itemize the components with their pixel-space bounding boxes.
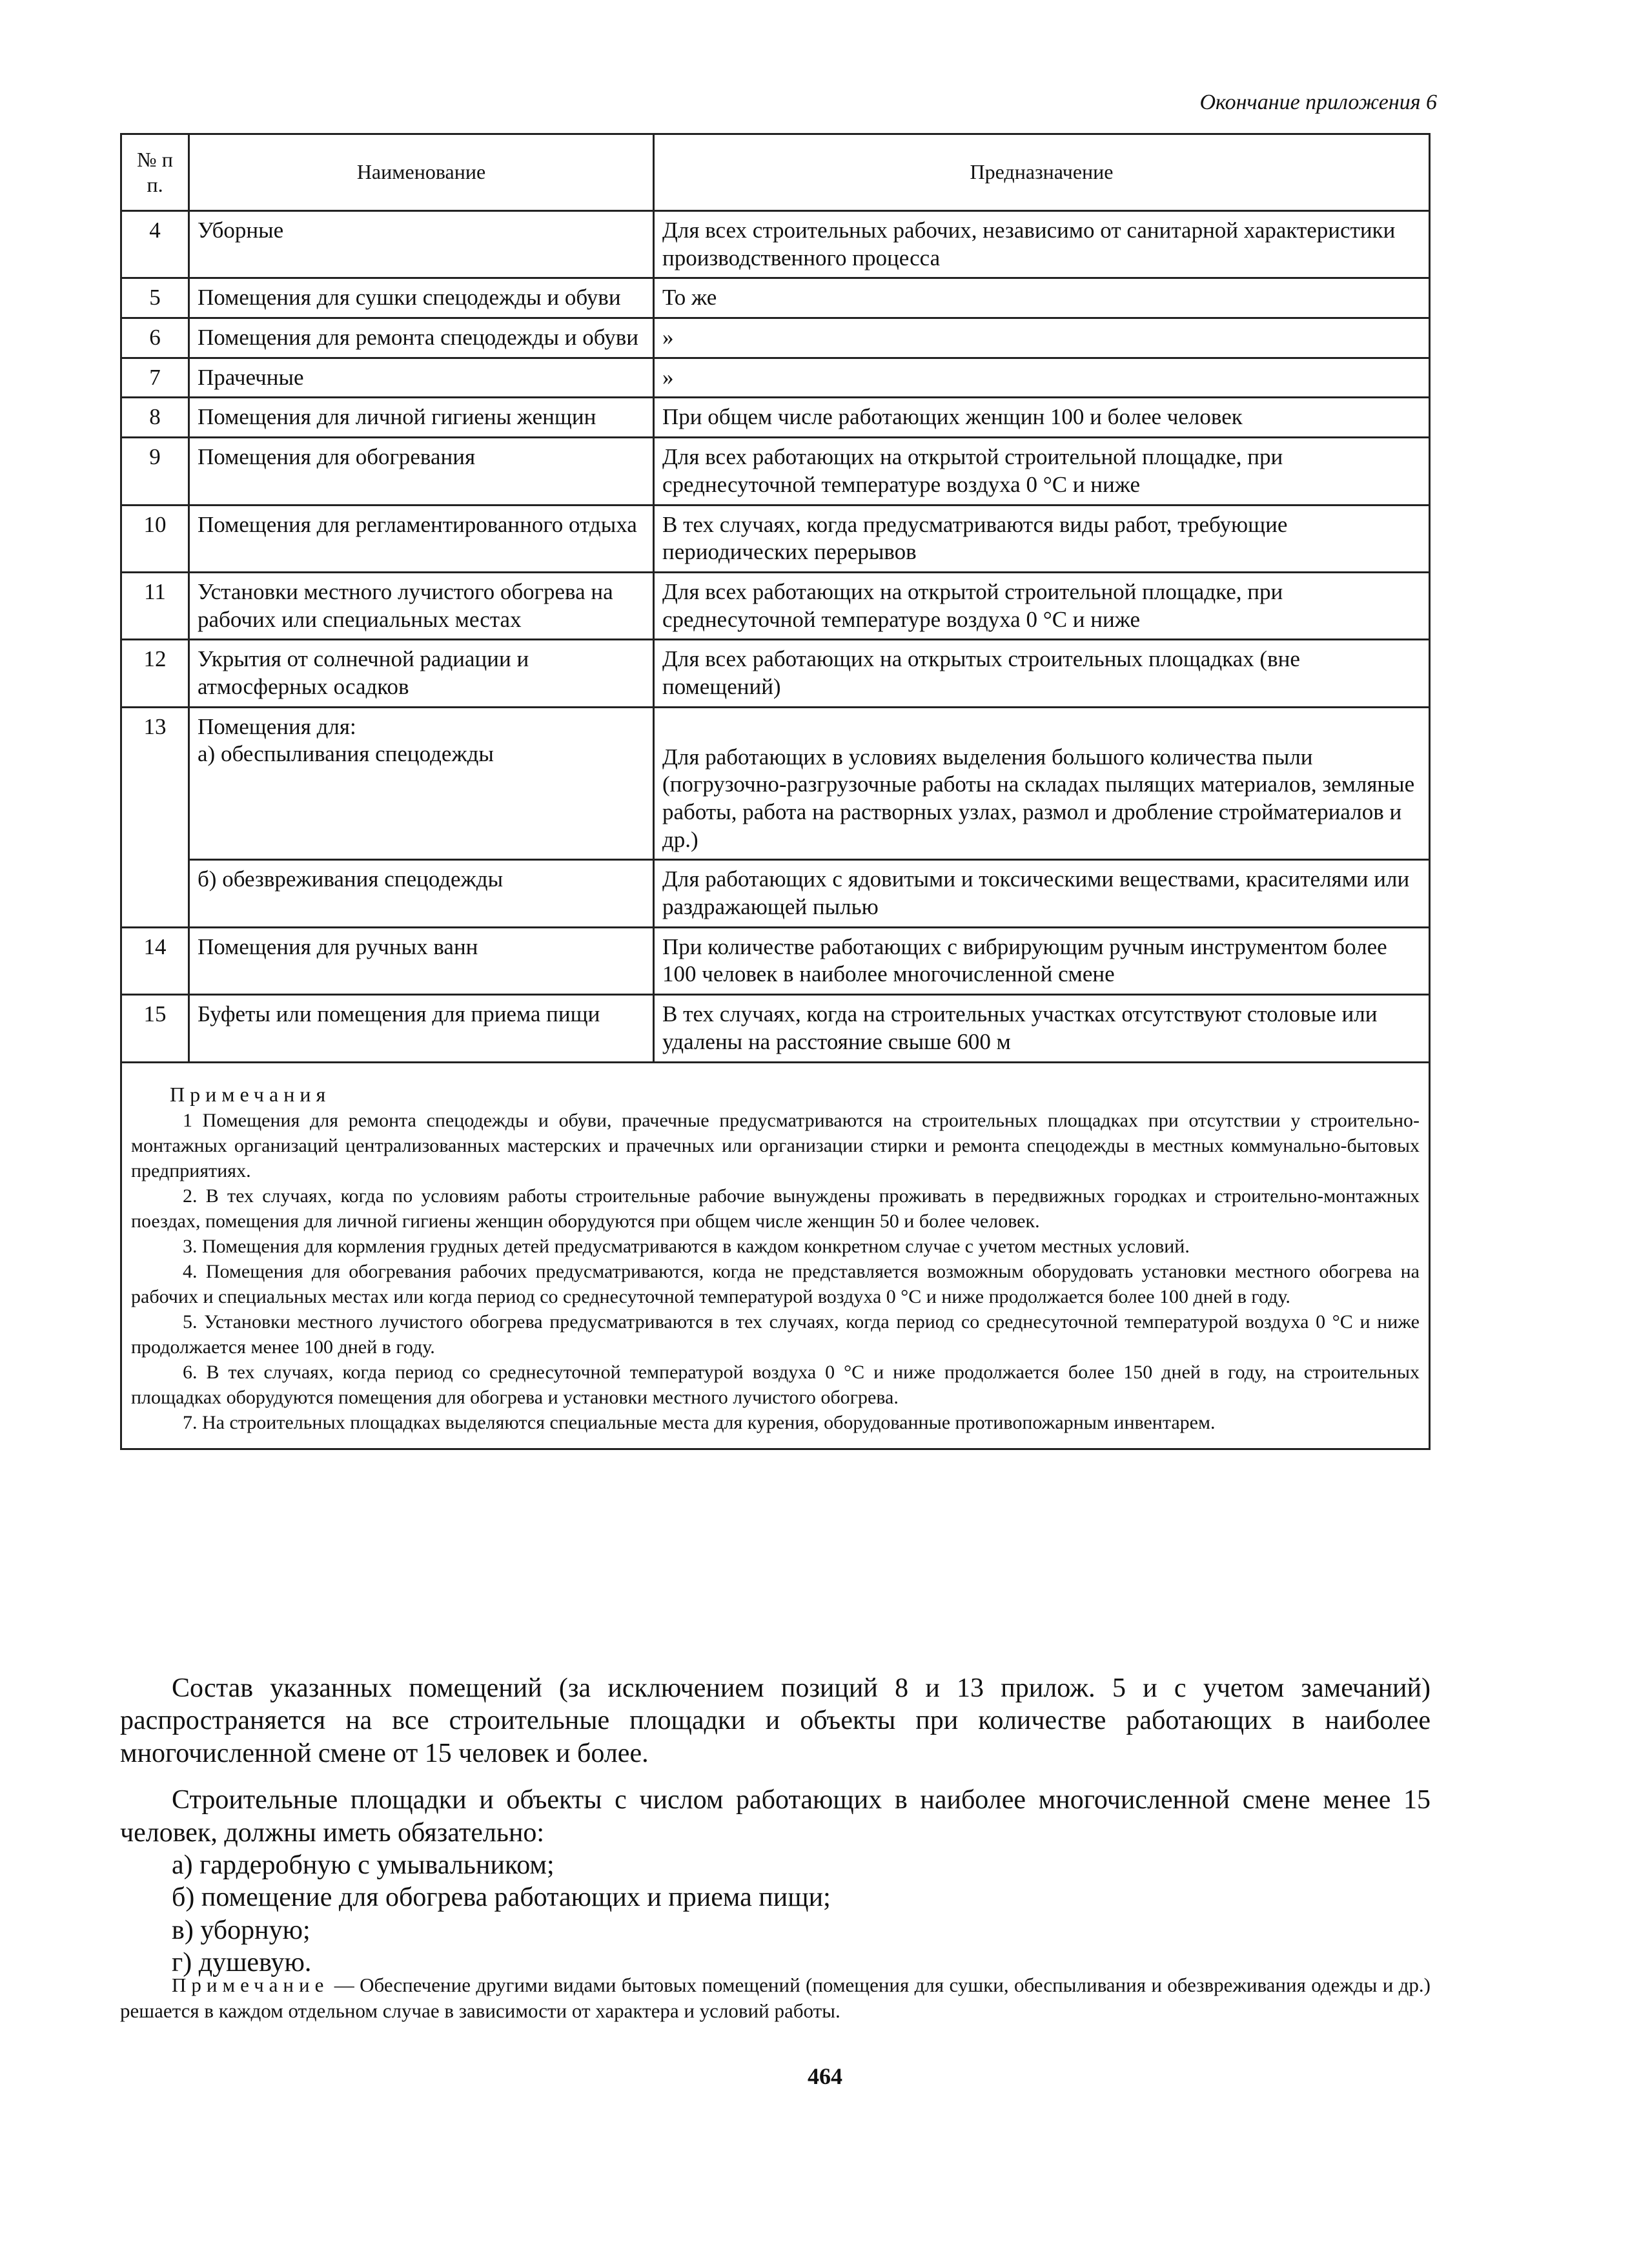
final-note-text: — Обеспечение другими видами бытовых помещений (помещения для сушки, обеспыливания и обезвреживания одежды и др.) решается в каждом отдельном случае в зависимости от характера и условий работы. — [120, 1974, 1431, 2023]
table-row — [121, 211, 1430, 278]
column-header-num: № п п. — [121, 134, 189, 211]
table-row — [121, 927, 1430, 994]
row-name: Помещения для личной гигиены женщин — [189, 398, 654, 438]
table-notes — [121, 1062, 1430, 1449]
row-number: 14 — [121, 927, 189, 994]
table-row — [121, 278, 1430, 318]
notes-row — [121, 1062, 1430, 1449]
row-purpose: Для всех работающих на открытой строительной площадке, при среднесуточной температуре воздуха 0 °С и ниже — [654, 572, 1430, 639]
note-item: 5. Установки местного лучистого обогрева предусматриваются в тех случаях, когда период со среднесуточной температурой воздуха 0 °С и ниже продолжается менее 100 дней в году. — [131, 1311, 1420, 1358]
row-name: Помещения для обогревания — [189, 438, 654, 505]
row-number: 9 — [121, 438, 189, 505]
row-name: Прачечные — [189, 358, 654, 398]
note-item: 7. На строительных площадках выделяются специальные места для курения, оборудованные противопожарным инвентарем. — [183, 1412, 1216, 1434]
row-number: 12 — [121, 640, 189, 707]
row-name: Помещения для: а) обеспыливания спецодежды — [189, 707, 654, 860]
table-header-row — [121, 134, 1430, 211]
note-item: 3. Помещения для кормления грудных детей предусматриваются в каждом конкретном случае с учетом местных условий. — [183, 1236, 1190, 1258]
final-note-label: Примечание — [172, 1974, 329, 1996]
row-name: Установки местного лучистого обогрева на рабочих или специальных местах — [189, 572, 654, 639]
row-purpose: При количестве работающих с вибрирующим ручным инструментом более 100 человек в наиболее многочисленной смене — [654, 927, 1430, 994]
column-header-purpose: Предназначение — [654, 134, 1430, 211]
row-purpose: Для работающих в условиях выделения большого количества пыли (погрузочно-разгрузочные работы на складах пылящих материалов, земляные работы, работа на растворных узлах, размол и дробление стройматериалов и др.) — [654, 707, 1430, 860]
row-name: Помещения для ремонта спецодежды и обуви — [189, 318, 654, 358]
row-purpose: В тех случаях, когда на строительных участках отсутствуют столовые или удалены на расстояние свыше 600 м — [654, 995, 1430, 1062]
table-row — [121, 572, 1430, 639]
row-purpose: » — [654, 318, 1430, 358]
row-purpose: Для всех строительных рабочих, независимо от санитарной характеристики производственного процесса — [654, 211, 1430, 278]
note-item: 2. В тех случаях, когда по условиям работы строительные рабочие вынуждены проживать в передвижных городках и строительно-монтажных поездах, помещения для личной гигиены женщин оборудуются при общем числе женщин 50 и более человек. — [131, 1185, 1420, 1232]
table-row — [121, 358, 1430, 398]
paragraph: Строительные площадки и объекты с числом работающих в наиболее многочисленной смене менее 15 человек, должны иметь обязательно: — [120, 1785, 1431, 1848]
row-number: 5 — [121, 278, 189, 318]
row-number: 7 — [121, 358, 189, 398]
row-number: 6 — [121, 318, 189, 358]
row-purpose: При общем числе работающих женщин 100 и более человек — [654, 398, 1430, 438]
column-header-name: Наименование — [189, 134, 654, 211]
row-number: 4 — [121, 211, 189, 278]
list-item: а) гардеробную с умывальником; — [172, 1850, 555, 1880]
table-row-13b — [121, 860, 1430, 927]
continuation-header: Окончание приложения 6 — [1199, 90, 1437, 114]
table-row — [121, 438, 1430, 505]
list-item: в) уборную; — [172, 1915, 311, 1945]
row-name: Буфеты или помещения для приема пищи — [189, 995, 654, 1062]
row-number: 15 — [121, 995, 189, 1062]
row-purpose: » — [654, 358, 1430, 398]
row-name: Помещения для сушки спецодежды и обуви — [189, 278, 654, 318]
row-purpose: Для всех работающих на открытой строительной площадке, при среднесуточной температуре воздуха 0 °С и ниже — [654, 438, 1430, 505]
list-item: г) душевую. — [172, 1948, 312, 1978]
body-text — [120, 1672, 1431, 1979]
row-name: б) обезвреживания спецодежды — [189, 860, 654, 927]
paragraph: Состав указанных помещений (за исключением позиций 8 и 13 прилож. 5 и с учетом замечаний) распространяется на все строительные площадки и объекты при количестве работающих в наиболее многочисленной смене от 15 человек и более. — [120, 1673, 1431, 1768]
row-number: 8 — [121, 398, 189, 438]
row-number: 11 — [121, 572, 189, 639]
table-row — [121, 505, 1430, 572]
page-number: 464 — [808, 2063, 842, 2089]
row-name: Помещения для регламентированного отдыха — [189, 505, 654, 572]
row-purpose: Для работающих с ядовитыми и токсическими веществами, красителями или раздражающей пылью — [654, 860, 1430, 927]
table-row-13a — [121, 707, 1430, 860]
row-number: 10 — [121, 505, 189, 572]
table-row — [121, 640, 1430, 707]
notes-title: Примечания — [170, 1082, 331, 1106]
note-item: 4. Помещения для обогревания рабочих предусматриваются, когда не представляется возможным оборудовать установки местного обогрева на рабочих и специальных местах или когда период со среднесуточной температурой воздуха 0 °С и ниже продолжается более 100 дней в году. — [131, 1261, 1420, 1308]
annex-table — [120, 133, 1431, 1450]
final-note — [120, 1972, 1431, 2025]
row-name: Укрытия от солнечной радиации и атмосферных осадков — [189, 640, 654, 707]
note-item: 1 Помещения для ремонта спецодежды и обуви, прачечные предусматриваются на строительных площадках при отсутствии у строительно-монтажных организаций централизованных мастерских и прачечных или организации стирки и ремонта спецодежды в местных коммунально-бытовых предприятиях. — [131, 1110, 1420, 1182]
table-row — [121, 318, 1430, 358]
note-item: 6. В тех случаях, когда период со среднесуточной температурой воздуха 0 °С и ниже продолжается более 150 дней в году, на строительных площадках оборудуются помещения для обогрева и установки местного лучистого обогрева. — [131, 1362, 1420, 1409]
row-purpose: В тех случаях, когда предусматриваются виды работ, требующие периодических перерывов — [654, 505, 1430, 572]
row-name: Помещения для ручных ванн — [189, 927, 654, 994]
row-name: Уборные — [189, 211, 654, 278]
list-item: б) помещение для обогрева работающих и приема пищи; — [172, 1883, 831, 1913]
row-purpose: Для всех работающих на открытых строительных площадках (вне помещений) — [654, 640, 1430, 707]
table-row — [121, 398, 1430, 438]
row-purpose: То же — [654, 278, 1430, 318]
row-number: 13 — [121, 707, 189, 927]
table-row — [121, 995, 1430, 1062]
